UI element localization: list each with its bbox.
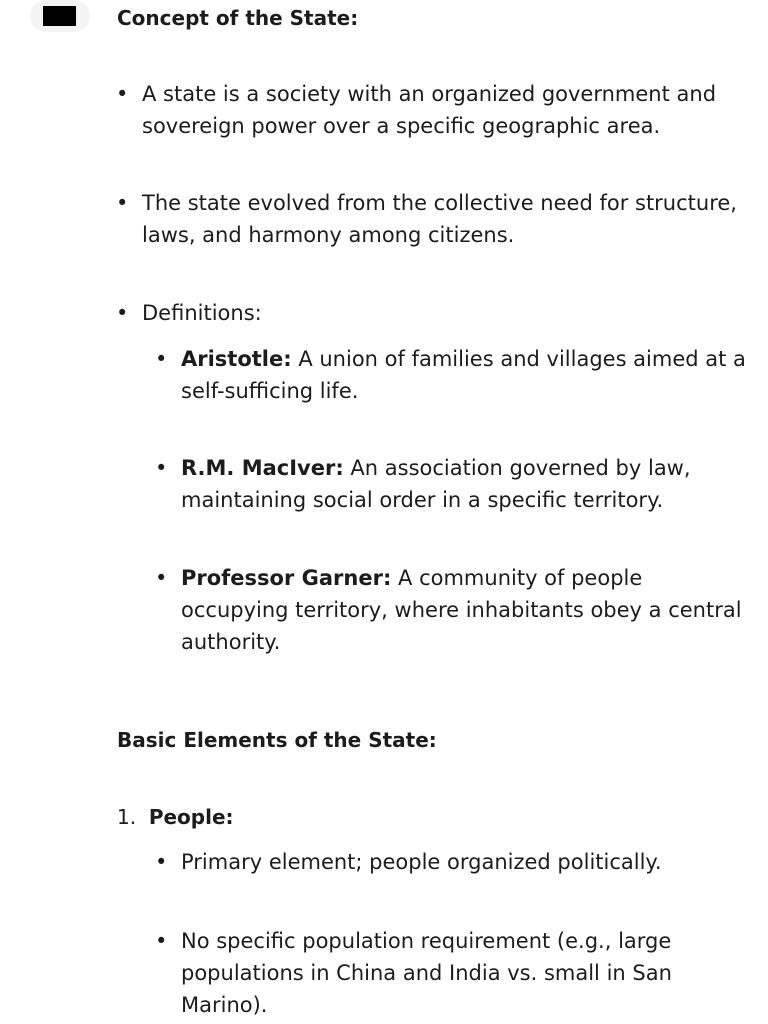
bullet-text: A state is a society with an organized government and sovereign power over a specific geographic area.: [142, 82, 717, 138]
definition-term: Aristotle:: [181, 347, 292, 371]
people-subpoint: [155, 925, 751, 1021]
subpoint-text: No specific population requirement (e.g., large populations in China and India vs. small in San Marino).: [181, 929, 672, 1017]
bullet-evolution: [116, 187, 742, 251]
definition-aristotle: [155, 343, 751, 407]
bullet-definitions: [116, 297, 742, 329]
definition-garner: [155, 562, 751, 658]
element-people: [117, 803, 234, 831]
bullet-dot-icon: •: [155, 850, 168, 874]
bullet-text: Definitions:: [142, 301, 262, 325]
bullet-dot-icon: •: [155, 929, 168, 953]
bullet-dot-icon: •: [155, 456, 168, 480]
bullet-text: The state evolved from the collective need for structure, laws, and harmony among citizens.: [142, 191, 737, 247]
people-subpoint: [155, 846, 751, 878]
bullet-dot-icon: •: [155, 347, 168, 371]
bullet-dot-icon: •: [116, 82, 129, 106]
definition-maciver: [155, 452, 751, 516]
definition-text: A community of people occupying territory, where inhabitants obey a central authority.: [181, 566, 742, 654]
definition-text: An association governed by law, maintaining social order in a specific territory.: [181, 456, 691, 512]
item-number: 1.: [117, 805, 137, 829]
black-square-icon: [43, 6, 76, 26]
bullet-dot-icon: •: [116, 301, 129, 325]
item-label: People:: [148, 805, 234, 829]
definition-text: A union of families and villages aimed at a self-sufficing life.: [181, 347, 746, 403]
section-title-concept: Concept of the State:: [117, 6, 359, 30]
definition-term: Professor Garner:: [181, 566, 392, 590]
bullet-definition-state: [116, 78, 742, 142]
section-title-elements: Basic Elements of the State:: [117, 728, 437, 752]
bullet-dot-icon: •: [116, 191, 129, 215]
subpoint-text: Primary element; people organized politically.: [181, 850, 662, 874]
section-marker: [30, 0, 90, 32]
bullet-dot-icon: •: [155, 566, 168, 590]
definition-term: R.M. MacIver:: [181, 456, 344, 480]
